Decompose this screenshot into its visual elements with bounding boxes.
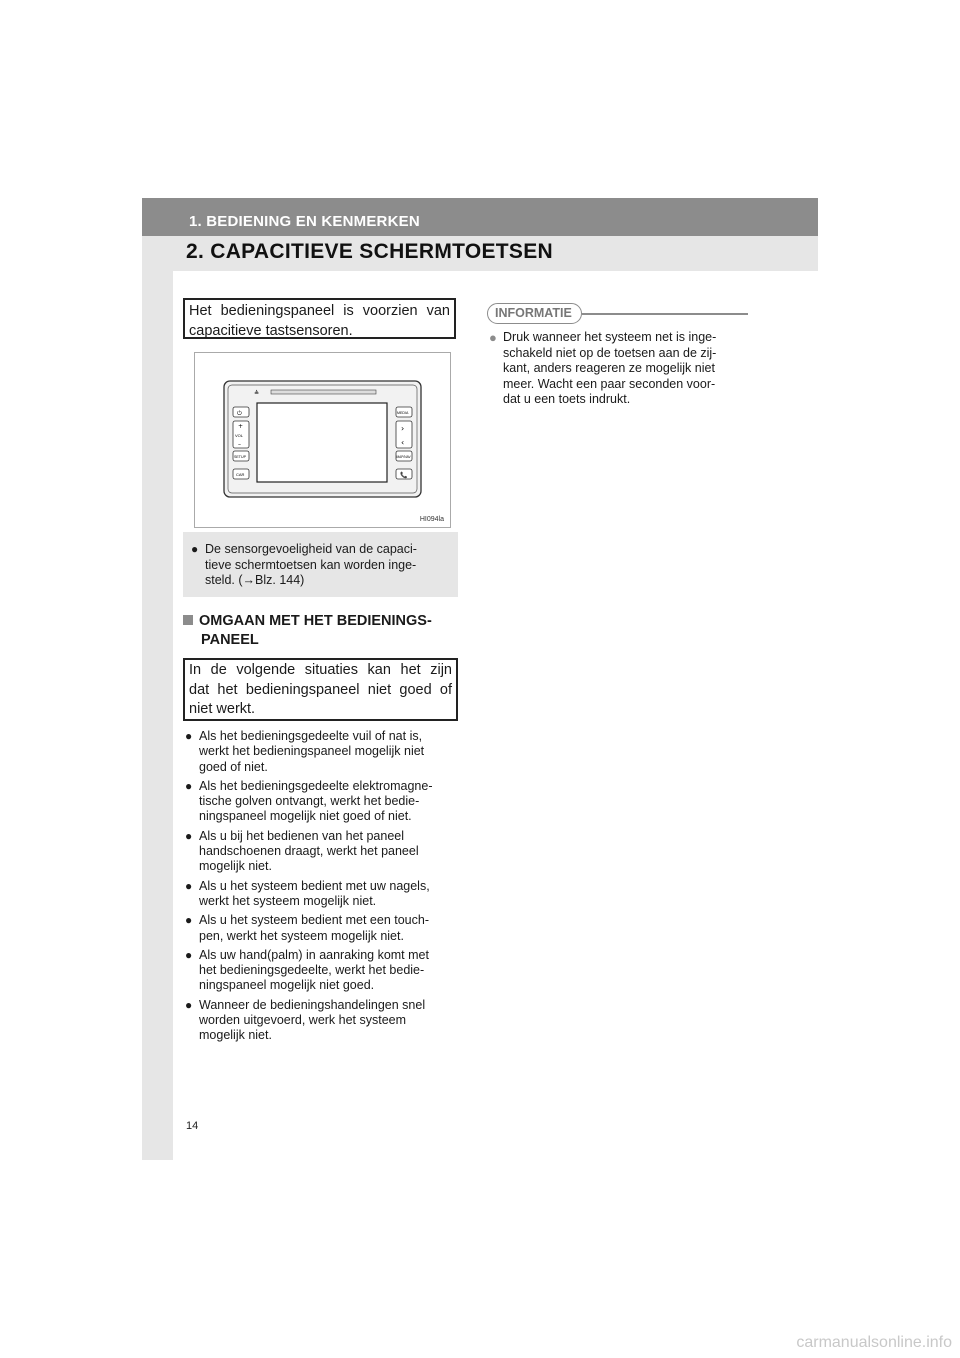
map-nav-label: MAP/NAV	[396, 455, 411, 459]
list-item	[185, 879, 458, 910]
intro-line: capacitieve tastsensoren.	[189, 323, 353, 339]
page-title: 2. CAPACITIEVE SCHERMTOETSEN	[186, 240, 554, 263]
list-line: Als u bij het bedienen van het paneel	[199, 828, 405, 843]
watermark: carmanualsonline.info	[796, 1334, 952, 1351]
info-body	[489, 330, 744, 408]
list-line: werkt het systeem mogelijk niet.	[199, 893, 377, 908]
info-item	[489, 330, 744, 408]
list-line: Als u het systeem bedient met uw nagels,	[199, 878, 430, 893]
list-line: pen, werkt het systeem mogelijk niet.	[199, 928, 404, 943]
list-line: Als uw hand(palm) in aanraking komt met	[199, 947, 429, 962]
disc-slot	[271, 390, 376, 394]
setup-label: SETUP	[234, 455, 246, 459]
bullet-icon: ●	[185, 997, 193, 1012]
page-sidebar-band	[142, 198, 173, 1160]
eject-icon: ≜	[254, 390, 260, 397]
note-line: steld. (→Blz. 144)	[205, 573, 305, 587]
square-bullet-icon	[183, 615, 193, 625]
figure-id: HI094la	[419, 516, 444, 523]
list-item	[185, 779, 458, 825]
list-line: goed of niet.	[199, 759, 268, 774]
list-line: handschoenen draagt, werkt het paneel	[199, 844, 419, 859]
control-panel-figure	[194, 352, 451, 528]
bullet-icon: ●	[185, 947, 193, 962]
seek-up-icon: ›	[401, 424, 405, 433]
display-screen	[257, 403, 387, 482]
conditions-box	[183, 658, 458, 721]
sensitivity-note	[183, 532, 458, 597]
list-item	[185, 829, 458, 875]
list-line: mogelijk niet.	[199, 1028, 272, 1043]
vol-plus-label: +	[238, 423, 244, 430]
list-line: ningspaneel mogelijk niet goed of niet.	[199, 809, 412, 824]
media-label: MEDIA	[397, 411, 409, 415]
info-line: Druk wanneer het systeem net is inge-	[503, 330, 717, 344]
power-icon: ⏻	[237, 410, 242, 417]
control-panel-illustration	[195, 353, 450, 527]
list-line: het bedieningsgedeelte, werkt het bedie-	[199, 963, 425, 978]
list-line: tische golven ontvangt, werkt het bedie-	[199, 794, 420, 809]
bullet-icon: ●	[185, 729, 193, 743]
info-label: INFORMATIE	[495, 306, 572, 320]
bullet-icon: ●	[185, 913, 193, 928]
conditions-list	[185, 729, 458, 1048]
bullet-icon: ●	[185, 778, 193, 793]
bullet-icon: ●	[489, 330, 497, 345]
intro-line: Het bedieningspaneel is voorzien van	[189, 303, 450, 319]
section-label: 1. BEDIENING EN KENMERKEN	[189, 213, 420, 230]
phone-icon: 📞	[400, 472, 408, 479]
note-item	[191, 542, 448, 589]
list-item	[185, 913, 458, 944]
info-line: meer. Wacht een paar seconden voor-	[503, 376, 716, 391]
vol-label: VOL	[235, 433, 244, 438]
info-label-tag	[487, 303, 582, 324]
vol-minus-label: –	[238, 441, 241, 448]
info-line: dat u een toets indrukt.	[503, 392, 631, 406]
bullet-icon: ●	[185, 878, 193, 893]
list-line: Als u het systeem bedient met een touch-	[199, 913, 429, 928]
info-line: schakeld niet op de toetsen aan de zij-	[503, 345, 717, 360]
bullet-icon: ●	[185, 828, 193, 843]
list-item	[185, 729, 458, 775]
subheading-line: PANEEL	[201, 632, 259, 648]
list-line: Als het bedieningsgedeelte vuil of nat is,	[199, 729, 423, 743]
car-label: CAR	[236, 472, 245, 477]
info-divider	[582, 313, 748, 315]
list-line: Als het bedieningsgedeelte elektromagne-	[199, 778, 433, 793]
note-line: De sensorgevoeligheid van de capaci-	[205, 542, 417, 556]
subheading-line: OMGAAN MET HET BEDIENINGS-	[199, 613, 432, 629]
conditions-line: dat het bedieningspaneel niet goed of	[189, 681, 452, 698]
list-line: worden uitgevoerd, werk het systeem	[199, 1013, 407, 1028]
list-item	[185, 948, 458, 994]
intro-box	[183, 298, 456, 339]
conditions-line: niet werkt.	[189, 701, 256, 717]
list-item	[185, 998, 458, 1044]
page-number: 14	[186, 1120, 199, 1132]
bullet-icon: ●	[191, 542, 199, 556]
note-line: tieve schermtoetsen kan worden inge-	[205, 557, 417, 572]
list-line: ningspaneel mogelijk niet goed.	[199, 978, 375, 993]
seek-down-icon: ‹	[401, 438, 405, 447]
list-line: Wanneer de bedieningshandelingen snel	[199, 997, 426, 1012]
info-line: kant, anders reageren ze mogelijk niet	[503, 361, 715, 375]
list-line: werkt het bedieningspaneel mogelijk niet	[199, 744, 425, 759]
subheading-text	[199, 612, 432, 650]
list-line: mogelijk niet.	[199, 859, 272, 874]
conditions-line: In de volgende situaties kan het zijn	[189, 662, 452, 678]
